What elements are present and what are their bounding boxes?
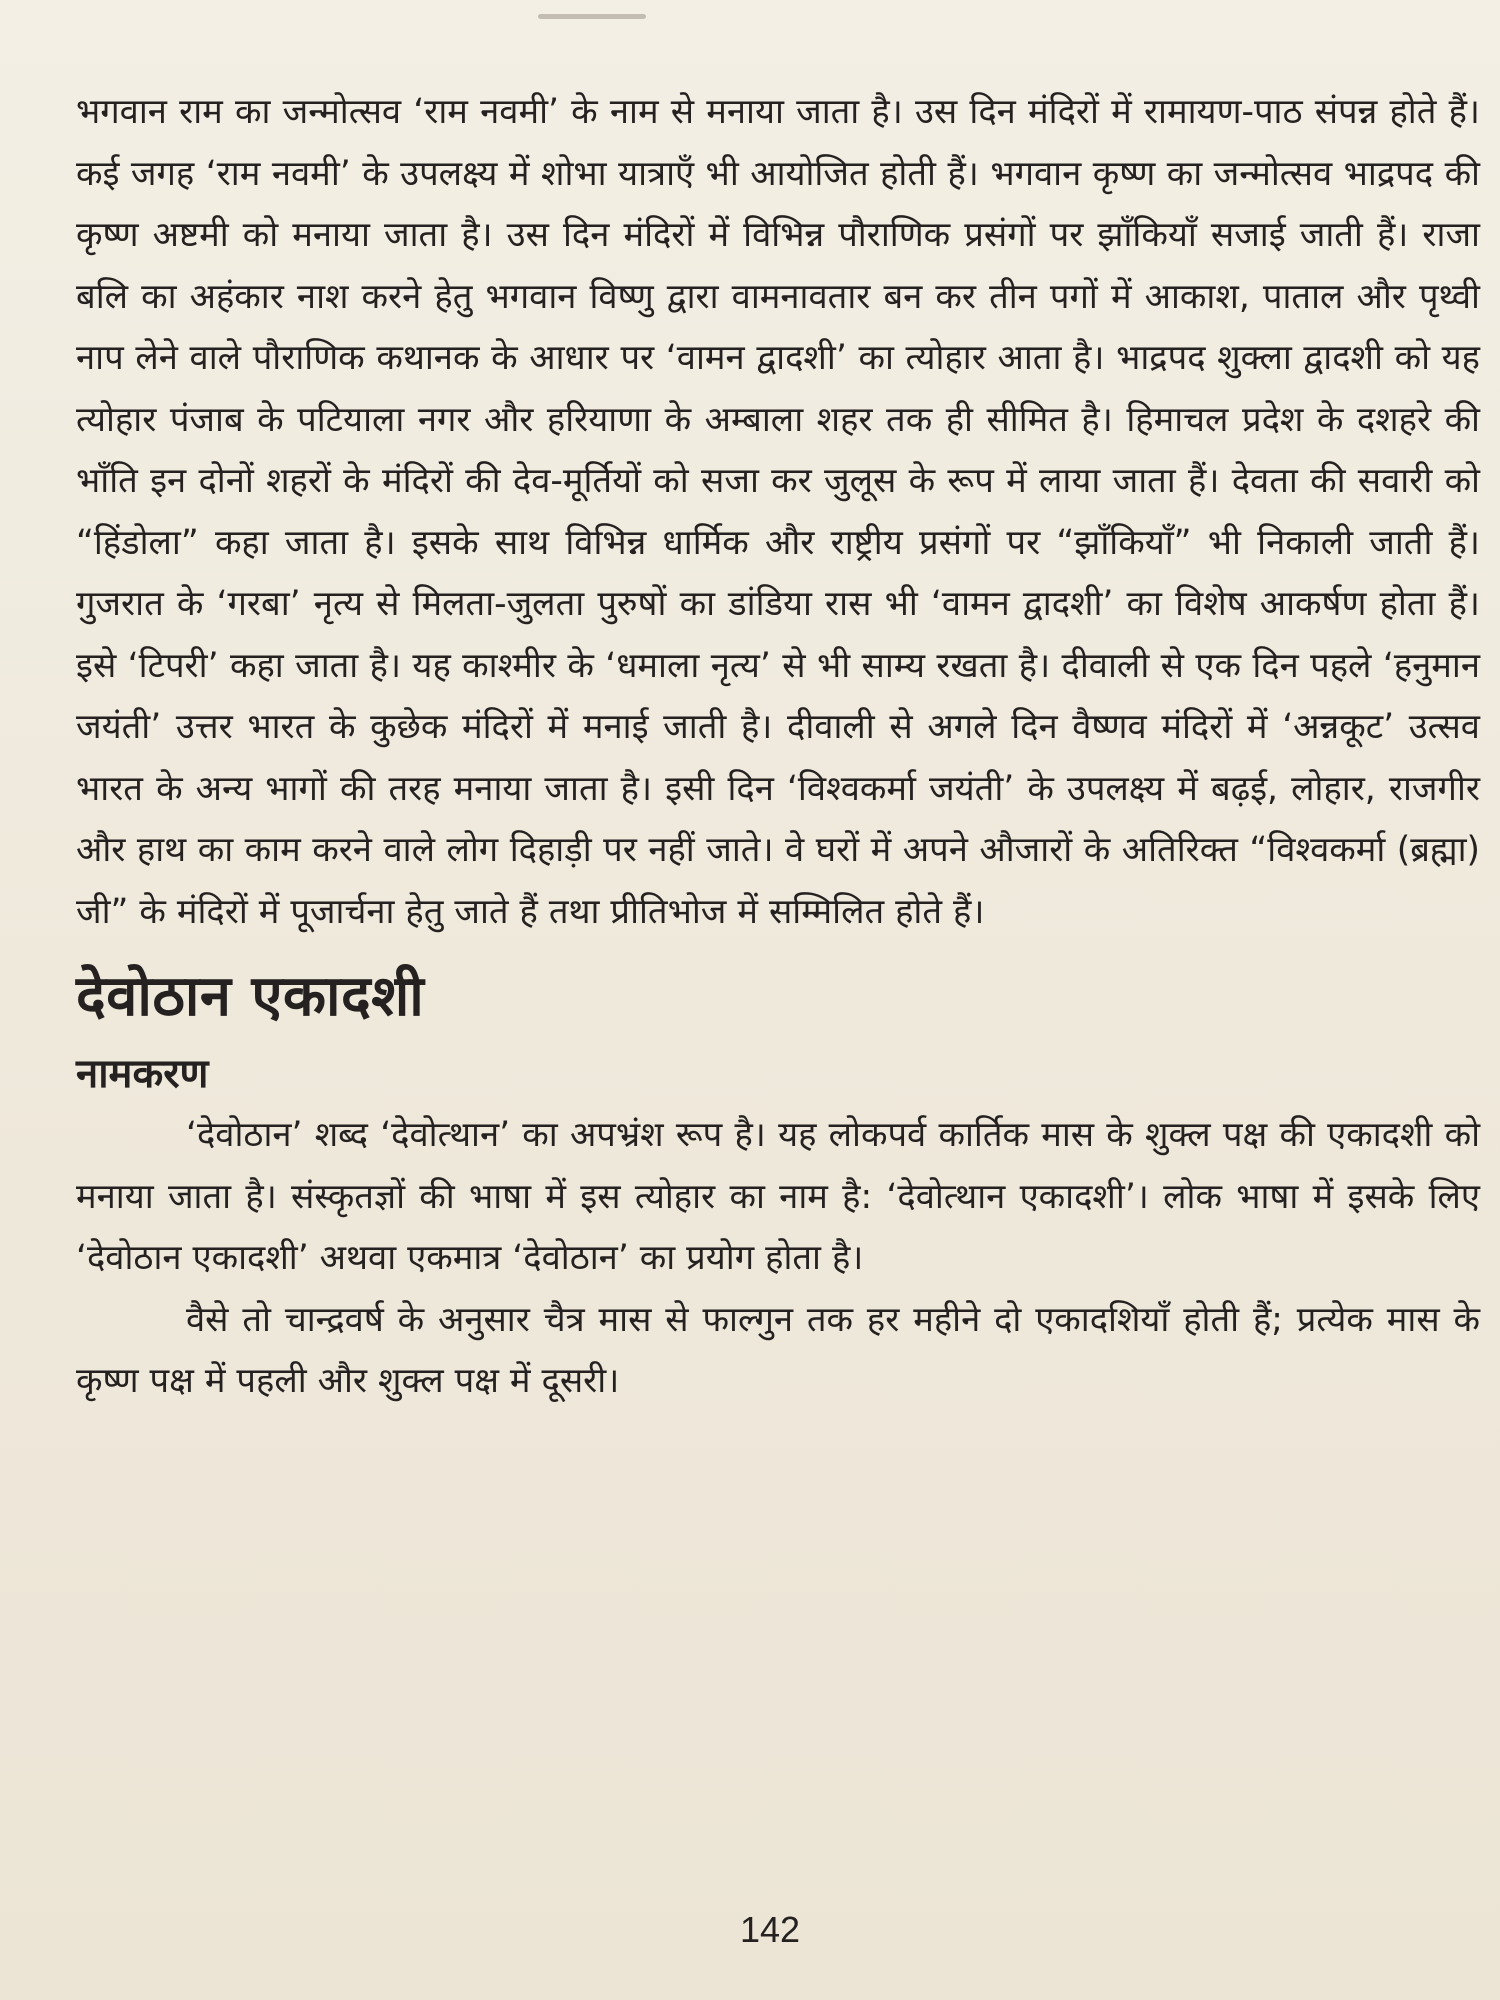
body-paragraph-ekadashi: वैसे तो चान्द्रवर्ष के अनुसार चैत्र मास से फाल्गुन तक हर महीने दो एकादशियाँ होती हैं; प्रत्येक मास के कृष्ण पक्ष में पहली और शुक्ल पक्ष में दूसरी। (76, 1299, 1480, 1401)
page-number: 142 (739, 1909, 801, 1950)
body-paragraph-festivals: भगवान राम का जन्मोत्सव ‘राम नवमी’ के नाम से मनाया जाता है। उस दिन मंदिरों में रामायण-पाठ संपन्न होते हैं। कई जगह ‘राम नवमी’ के उपलक्ष्य में शोभा यात्राएँ भी आयोजित होती हैं। भगवान कृष्ण का जन्मोत्सव भाद्रपद की कृष्ण अष्टमी को मनाया जाता है। उस दिन मंदिरों में विभिन्न पौराणिक प्रसंगों पर झाँकियाँ सजाई जाती हैं। राजा बलि का अहंकार नाश करने हेतु भगवान विष्णु द्वारा वामनावतार बन कर तीन पगों में आकाश, पाताल और पृथ्वी नाप लेने वाले पौराणिक कथानक के आधार पर ‘वामन द्वादशी’ का त्योहार आता है। भाद्रपद शुक्ला द्वादशी को यह त्योहार पंजाब के पटियाला नगर और हरियाणा के अम्बाला शहर तक ही सीमित है। हिमाचल प्रदेश के दशहरे की भाँति इन दोनों शहरों के मंदिरों की देव-मूर्तियों को सजा कर जुलूस के रूप में लाया जाता हैं। देवता की सवारी को “हिंडोला” कहा जाता है। इसके साथ विभिन्न धार्मिक और राष्ट्रीय प्रसंगों पर “झाँकियाँ” भी निकाली जाती हैं। गुजरात के ‘गरबा’ नृत्य से मिलता-जुलता पुरुषों का डांडिया रास भी ‘वामन द्वादशी’ का विशेष आकर्षण होता हैं। इसे ‘टिपरी’ कहा जाता है। यह काश्मीर के ‘धमाला नृत्य’ से भी साम्य रखता है। दीवाली से एक दिन पहले ‘हनुमान जयंती’ उत्तर भारत के कुछेक मंदिरों में मनाई जाती है। दीवाली से अगले दिन वैष्णव मंदिरों में ‘अन्नकूट’ उत्सव भारत के अन्य भागों की तरह मनाया जाता है। इसी दिन ‘विश्वकर्मा जयंती’ के उपलक्ष्य में बढ़ई, लोहार, राजगीर और हाथ का काम करने वाले लोग दिहाड़ी पर नहीं जाते। वे घरों में अपने औजारों के अतिरिक्त “विश्वकर्मा (ब्रह्मा) जी” के मंदिरों में पूजार्चना हेतु जाते हैं तथा प्रीतिभोज में सम्मिलित होते हैं। (76, 92, 1480, 932)
body-paragraph-naming: ‘देवोठान’ शब्द ‘देवोत्थान’ का अपभ्रंश रूप है। यह लोकपर्व कार्तिक मास के शुक्ल पक्ष की एकादशी को मनाया जाता है। संस्कृतज्ञों की भाषा में इस त्योहार का नाम है: ‘देवोत्थान एकादशी’। लोक भाषा में इसके लिए ‘देवोठान एकादशी’ अथवा एकमात्र ‘देवोठान’ का प्रयोग होता है। (76, 1115, 1480, 1278)
section-heading: देवोठान एकादशी (76, 964, 425, 1029)
top-smudge-mark (538, 14, 646, 19)
subsection-heading: नामकरण (76, 1051, 209, 1097)
